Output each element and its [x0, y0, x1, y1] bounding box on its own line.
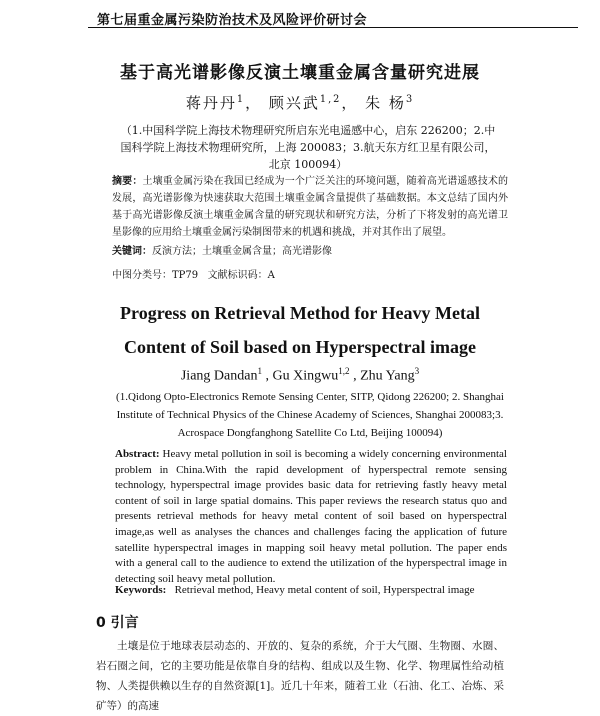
- en-author-sup: 1,2: [338, 366, 350, 376]
- en-author-name: Gu Xingwu: [272, 368, 339, 384]
- section-heading: 0 引言: [96, 615, 139, 631]
- cn-abstract-text: 土壤重金属污染在我国已经成为一个广泛关注的环境问题，随着高光谱遥感技术的发展，高光谱影像为快速获取大范围土壤重金属含量提供了基础数据。本文总结了国内外基于高光谱影像反演土壤重金属含量的研究现状和研究方法，分析了下将发射的高光谱卫星影像的应用给土壤重金属污染制图带来的机遇和挑战，并对其作出了展望。: [112, 176, 509, 238]
- cn-keywords-label: 关键词：: [112, 246, 152, 257]
- cn-author-sup: 3: [405, 94, 415, 105]
- en-author-name: Jiang Dandan: [180, 368, 258, 384]
- cn-keywords: [112, 242, 332, 257]
- class-label: 中图分类号：: [112, 270, 172, 281]
- doc-code-label: 文献标识码：: [207, 270, 268, 281]
- en-keywords-label: Keywords:: [115, 584, 167, 596]
- header-rule: [88, 27, 578, 28]
- cn-title: 基于高光谱影像反演土壤重金属含量研究进展: [120, 63, 480, 83]
- cn-abstract: [112, 173, 508, 241]
- en-author-sup: 3: [414, 366, 420, 376]
- cn-authors: 蒋丹丹$^1$， 顾兴武$^{1,2}$， 朱 杨$^3$: [185, 94, 415, 112]
- cn-classification: [112, 266, 275, 281]
- en-title: [0, 296, 600, 364]
- cn-author-name: 朱 杨: [365, 94, 406, 112]
- en-title-line: Progress on Retrieval Method for Heavy Metal: [120, 303, 480, 323]
- cn-author-sup: 1: [236, 94, 246, 105]
- en-affiliation: (1.Qidong Opto-Electronics Remote Sensing Center, SITP, Qidong 226200; 2. Shanghai Institute of Technical Physics of the Chinese Academy of Sciences, Shanghai 200083;3. Acrospace Dongfanghong Satellite Co Ltd, Beijing 100094): [116, 391, 504, 439]
- intro-paragraph: 土壤是位于地球表层动态的、开放的、复杂的系统，介于大气圈、生物圈、水圈、岩石圈之间，它的主要功能是依靠自身的结构、组成以及生物、化学、物理属性给动植物、人类提供赖以生存的自然资源[1]。近几十年来，随着工业（石油、化工、冶炼、采矿等）的高速: [96, 640, 504, 712]
- en-title-line: Content of Soil based on Hyperspectral image: [124, 337, 476, 357]
- en-keywords: [115, 584, 475, 596]
- cn-author-sup: 1,2: [319, 94, 342, 105]
- cn-keywords-text: 反演方法；土壤重金属含量；高光谱影像: [152, 246, 332, 257]
- class-number: TP79: [172, 270, 199, 281]
- doc-code: A: [267, 270, 275, 281]
- running-head: 第七届重金属污染防治技术及风险评价研讨会: [97, 13, 368, 28]
- en-author-name: Zhu Yang: [360, 368, 415, 384]
- en-authors: Jiang Dandan$^1$ , Gu Xingwu$^{1,2}$ , Zhu Yang$^3$: [180, 366, 420, 384]
- en-abstract-text: Heavy metal pollution in soil is becoming a widely concerning environmental problem in China.With the rapid development of hyperspectral remote sensing technology, hyperspectral image provides basic data for retrieving fastly heavy metal content of soil in large spatial domains. This paper reviews the research status quo and presents retrieval methods for heavy metal content of soil based on hyperspectral image,as well as analyses the chances and challenges facing the application of future satellite hyperspectral images in mapping soil heavy metal pollution. The paper ends with a general call to the audience to extend the utilization of the hyperspectral image in detecting soil heavy metal pollution.: [115, 448, 507, 585]
- en-author-sup: 1: [257, 366, 262, 376]
- en-abstract: [115, 447, 507, 587]
- cn-author-name: 蒋丹丹: [185, 94, 237, 112]
- cn-affiliation: （1.中国科学院上海技术物理研究所启东光电遥感中心，启东 226200；2.中国科学院上海技术物理研究所，上海 200083；3.航天东方红卫星有限公司，北京 100094）: [120, 124, 496, 171]
- en-abstract-label: Abstract:: [115, 448, 160, 460]
- en-keywords-text: Retrieval method, Heavy metal content of soil, Hyperspectral image: [174, 584, 475, 596]
- cn-author-name: 顾兴武: [268, 94, 320, 112]
- cn-abstract-label: 摘要：: [112, 176, 143, 187]
